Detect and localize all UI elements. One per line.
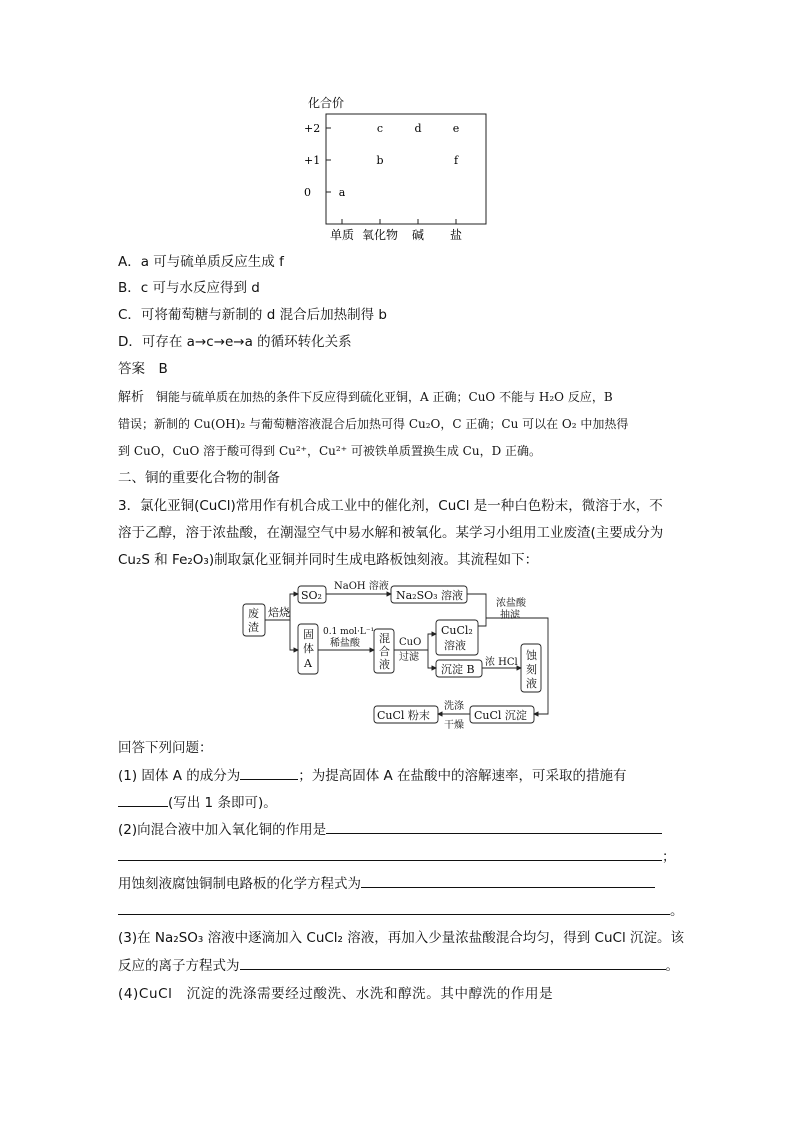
q1-blank-2[interactable] (118, 792, 168, 807)
etch-2: 刻 (526, 663, 537, 676)
q1-line-1 (118, 765, 627, 786)
q3-line-3: Cu₂S 和 Fe₂O₃)制取氯化亚铜并同时生成电路板蚀刻液。其流程如下： (118, 552, 539, 568)
mixed-2: 合 (379, 645, 390, 658)
mixed-3: 液 (379, 658, 390, 671)
valence-chart (300, 92, 500, 244)
cucl-precip-label: CuCl 沉淀 (474, 709, 527, 722)
etch-3: 液 (526, 677, 537, 690)
wash-dry-2: 干燥 (444, 720, 464, 730)
analysis-line-3: 到 CuO，CuO 溶于酸可得到 Cu²⁺，Cu²⁺ 可被铁单质置换生成 Cu，D 正确。 (118, 444, 542, 458)
chart-ylabel: 化合价 (308, 96, 345, 110)
x-tick-label: 单质 (329, 228, 355, 242)
q2-line-1 (118, 819, 662, 840)
x-tick-label: 氧化物 (361, 228, 399, 242)
precip-b-label: 沉淀 B (441, 663, 475, 676)
q3-blank[interactable] (240, 955, 666, 970)
cuo-1: CuO (399, 637, 422, 648)
option-b: B．c 可与水反应得到 d (118, 280, 260, 296)
questions-intro: 回答下列问题： (118, 740, 213, 756)
analysis-text-1: 铜能与硫单质在加热的条件下反应得到硫化亚铜，A 正确；CuO 不能与 H₂O 反应，B (156, 390, 613, 404)
etch-1: 蚀 (526, 649, 537, 662)
y-tick-label: +2 (304, 122, 321, 135)
roast-label: 焙烧 (268, 606, 290, 619)
q1-line-2 (118, 792, 277, 813)
answer-value: B (158, 361, 168, 377)
q3b-period: 。 (665, 958, 679, 974)
q2-text-c: 用蚀刻液腐蚀铜制电路板的化学方程式为 (118, 876, 361, 892)
waste-1: 废 (248, 607, 259, 620)
q2-blank-2[interactable] (118, 846, 662, 861)
q1-text-b: ；为提高固体 A 在盐酸中的溶解速率，可采取的措施有 (298, 768, 627, 784)
q1-blank-1[interactable] (240, 765, 298, 780)
conc-hcl-filter-2: 抽滤 (500, 610, 520, 621)
answer (118, 359, 168, 379)
point-e: e (452, 122, 460, 135)
analysis-line-1 (118, 387, 613, 408)
process-flow-diagram (238, 578, 558, 730)
q2-line-2 (118, 846, 676, 867)
naoh-label: NaOH 溶液 (334, 581, 389, 592)
q2-blank-1[interactable] (326, 819, 662, 834)
conc-hcl-filter-1: 浓盐酸 (496, 598, 526, 609)
cucl-powder-label: CuCl 粉末 (377, 709, 430, 722)
dilute-hcl-2: 稀盐酸 (330, 638, 360, 649)
q3b-text: 反应的离子方程式为 (118, 958, 240, 974)
dilute-hcl-1: 0.1 mol·L⁻¹ (323, 627, 375, 637)
q2-text-a: (2)向混合液中加入氧化铜的作用是 (118, 822, 327, 838)
q4-line: (4)CuCl 沉淀的洗涤需要经过酸洗、水洗和醇洗。其中醇洗的作用是 (118, 986, 554, 1002)
analysis-label: 解析 (118, 390, 145, 405)
q2-semicolon: ； (662, 849, 676, 865)
x-tick-label: 盐 (449, 228, 463, 242)
cucl2-2: 溶液 (444, 639, 466, 652)
q3-line-2: 溶于乙醇，溶于浓盐酸，在潮湿空气中易水解和被氧化。某学习小组用工业废渣(主要成分为 (118, 525, 664, 541)
option-c: C．可将葡萄糖与新制的 d 混合后加热制得 b (118, 307, 387, 323)
q2-period: 。 (670, 903, 684, 919)
analysis-line-2: 错误；新制的 Cu(OH)₂ 与葡萄糖溶液混合后加热可得 Cu₂O，C 正确；Cu 可以在 O₂ 中加热得 (118, 417, 629, 431)
q3b-line-1: (3)在 Na₂SO₃ 溶液中逐滴加入 CuCl₂ 溶液，再加入少量浓盐酸混合均匀，得到 CuCl 沉淀。该 (118, 930, 684, 946)
cuo-2: 过滤 (399, 652, 419, 663)
section-heading: 二、铜的重要化合物的制备 (118, 470, 280, 486)
answer-label: 答案 (118, 361, 145, 377)
point-d: d (414, 122, 422, 135)
y-tick-label: 0 (304, 186, 311, 199)
wash-dry-1: 洗涤 (444, 701, 464, 712)
x-tick-label: 碱 (411, 228, 425, 242)
q2-blank-3[interactable] (361, 873, 655, 888)
solid-a-3: A (304, 657, 312, 670)
option-d: D．可存在 a→c→e→a 的循环转化关系 (118, 334, 352, 350)
waste-2: 渣 (248, 621, 259, 634)
solid-a-2: 体 (303, 642, 314, 655)
q3-line-1: 3．氯化亚铜(CuCl)常用作有机合成工业中的催化剂，CuCl 是一种白色粉末，微溶于水，不 (118, 498, 663, 514)
q2-blank-4[interactable] (118, 900, 670, 915)
conc-hcl-label: 浓 HCl (485, 657, 518, 668)
solid-a-1: 固 (303, 628, 314, 641)
q2-line-3 (118, 873, 655, 894)
q2-line-4 (118, 900, 684, 921)
point-f: f (453, 154, 459, 167)
point-a: a (338, 186, 346, 199)
chart-frame (326, 114, 486, 224)
mixed-1: 混 (379, 632, 390, 645)
q1-text-a: (1) 固体 A 的成分为 (118, 768, 241, 784)
option-a: A．a 可与硫单质反应生成 f (118, 254, 284, 270)
point-c: c (376, 122, 384, 135)
q1-text-c: (写出 1 条即可)。 (168, 795, 277, 811)
point-b: b (376, 154, 384, 167)
q3b-line-2 (118, 955, 679, 976)
na2so3-label: Na₂SO₃ 溶液 (396, 589, 464, 602)
so2-label: SO₂ (301, 589, 322, 602)
y-tick-label: +1 (304, 154, 321, 167)
cucl2-1: CuCl₂ (441, 624, 473, 637)
